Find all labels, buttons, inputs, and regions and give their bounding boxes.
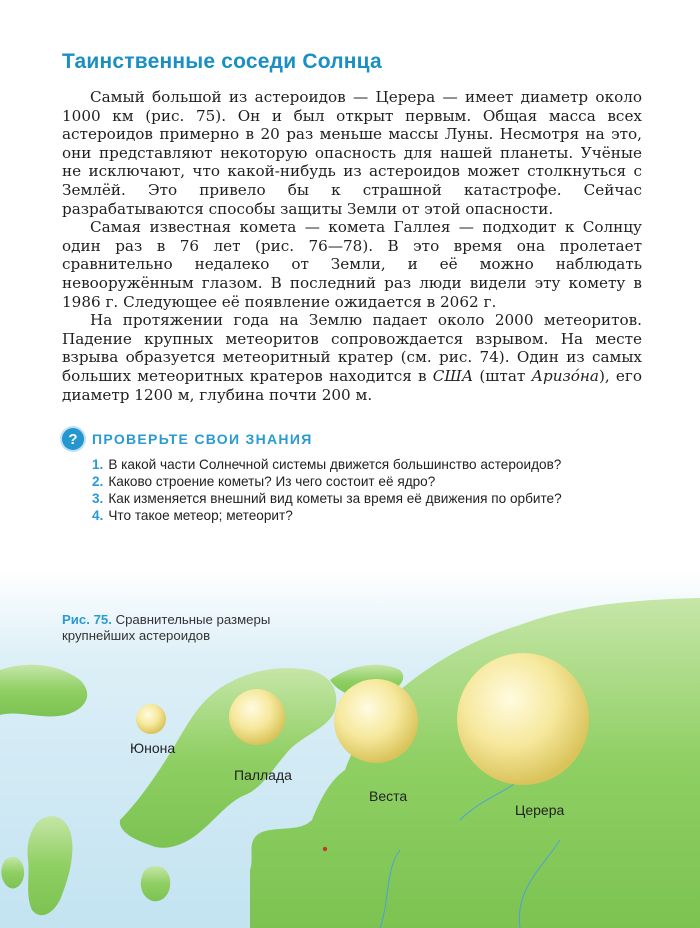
asteroid-juno [136,704,166,734]
figure-number: Рис. 75. [62,612,112,627]
question-item [92,473,632,490]
check-knowledge-heading [62,428,313,450]
label-vesta: Веста [369,788,408,804]
question-number: 3. [92,491,104,506]
paragraph-asteroids: Самый большой из астероидов — Церера — имеет диаметр около 1000 км (рис. 75). Он и был открыт первым. Общая масса всех астероидов примерно в 20 раз меньше массы Луны. Несмотря на это, они представляют некоторую опасность для нашей планеты. Учёные не исключают, что какой-нибудь из астероидов может столкнуться с Землёй. Это привело бы к страшной катастрофе. Сейчас разрабатываются способы защиты Земли от этой опасности. [62,88,642,218]
question-mark-icon: ? [62,428,84,450]
asteroid-vesta [334,679,418,763]
question-number: 4. [92,508,104,523]
section-title: Таинственные соседи Солнца [62,50,382,73]
figure-caption-text: Сравнительные размеры крупнейших астероидов [62,612,271,643]
check-knowledge-label: ПРОВЕРЬТЕ СВОИ ЗНАНИЯ [92,431,313,447]
question-text: Каково строение кометы? Из чего состоит её ядро? [108,474,436,489]
arizona-italic: Аризо́на [531,366,599,385]
questions-list [92,456,632,524]
question-item [92,456,632,473]
usa-italic: США [432,366,474,385]
text-span: (штат [473,366,532,385]
question-text: Как изменяется внешний вид кометы за время её движения по орбите? [108,491,562,506]
asteroid-ceres [457,653,589,785]
question-number: 2. [92,474,104,489]
label-juno: Юнона [130,740,176,756]
figure-caption [62,612,272,644]
question-item [92,507,632,524]
question-number: 1. [92,457,104,472]
question-text: Что такое метеор; метеорит? [108,508,293,523]
main-text [62,88,642,404]
question-item [92,490,632,507]
question-text: В какой части Солнечной системы движется большинство астероидов? [108,457,562,472]
asteroid-pallas [229,689,285,745]
text-span: ), его диаметр 1200 м, глубина почти 200 м. [62,366,643,404]
label-ceres: Церера [515,802,565,818]
label-pallas: Паллада [234,767,292,783]
paragraph-meteorites [62,311,642,404]
city-dot [323,847,327,851]
text-span: На протяжении года на Землю падает около 2000 метеоритов. Падение крупных метеоритов сопровождается взрывом. На месте взрыва образуется метеоритный кратер (см. рис. 74). Один из самых больших метеоритных кратеров находится в [62,311,642,385]
denmark-shape [141,866,170,901]
paragraph-comet: Самая известная комета — комета Галлея — подходит к Солнцу один раз в 76 лет (рис. 76—78). В это время она пролетает сравнительно недалеко от Земли, и её можно наблюдать невооружённым глазом. В последний раз люди видели эту комету в 1986 г. Следующее её появление ожидается в 2062 г. [62,218,642,311]
